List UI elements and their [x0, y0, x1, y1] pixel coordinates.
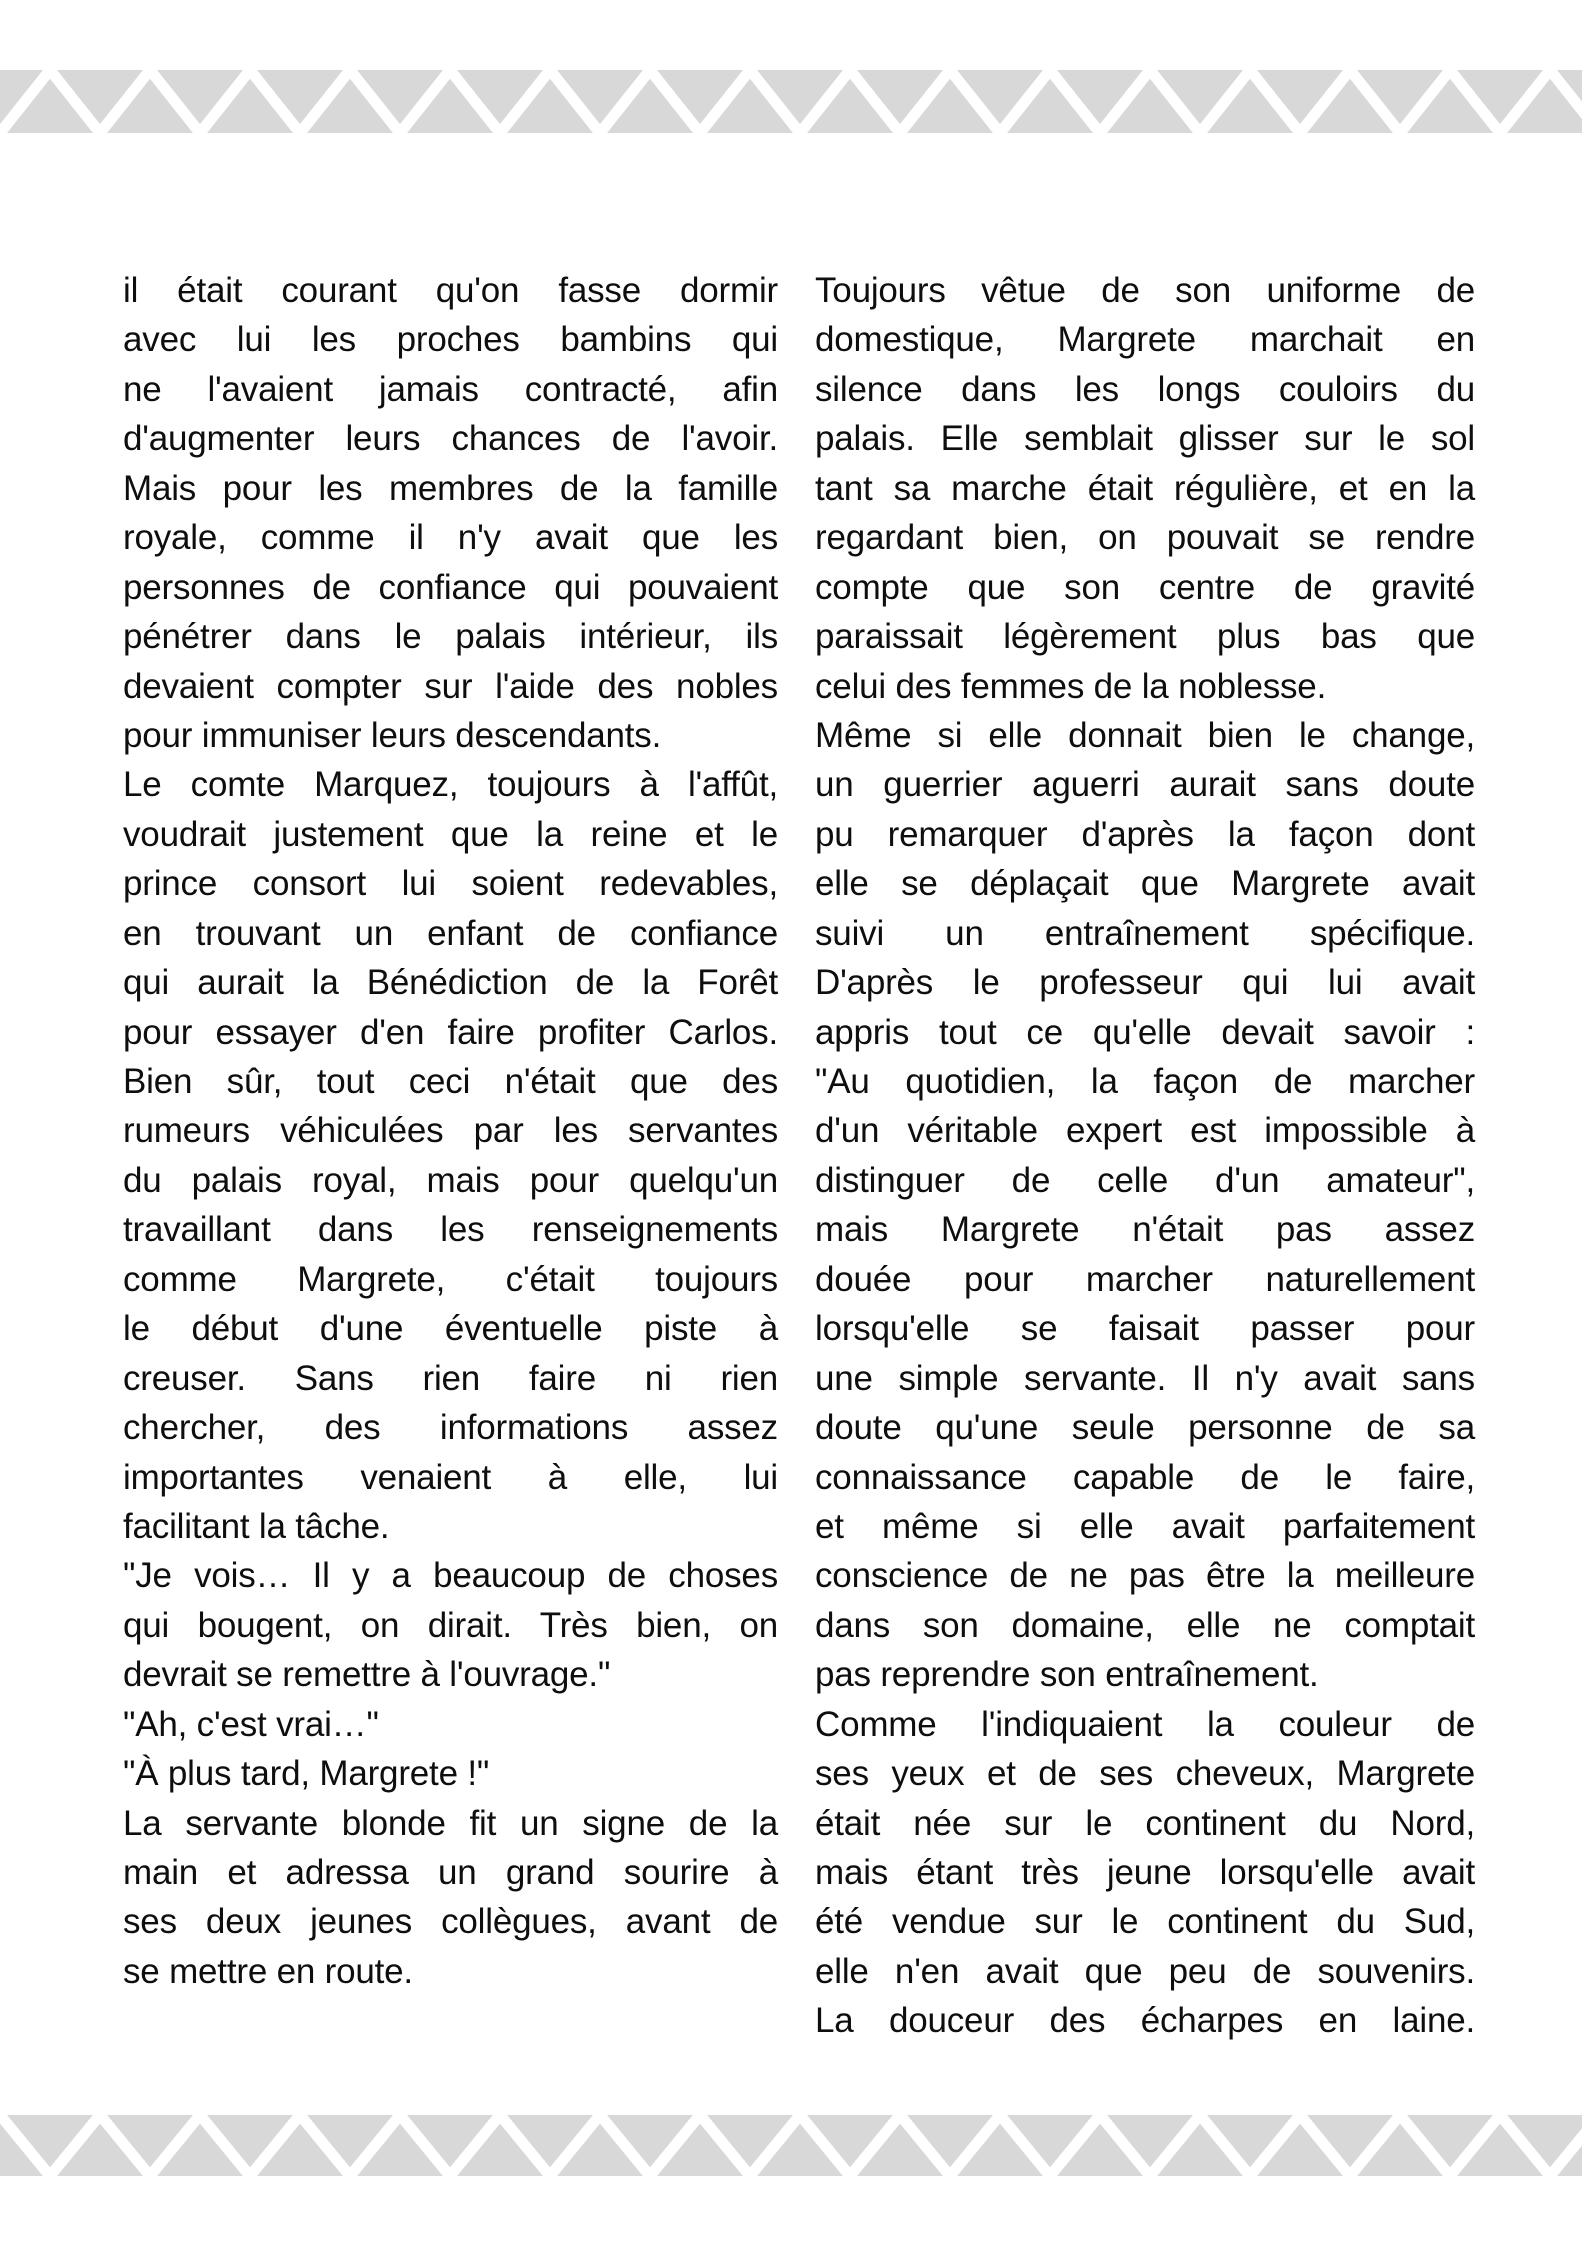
- text-line: Même si elle donnait bien le change,: [815, 715, 1475, 755]
- text-line: se mettre en route.: [123, 1951, 413, 1991]
- text-line: facilitant la tâche.: [123, 1506, 390, 1546]
- text-line: d'augmenter leurs chances de l'avoir.: [123, 419, 778, 459]
- text-line: Bien sûr, tout ceci n'était que des: [123, 1062, 778, 1101]
- text-line: chercher, des informations assez: [123, 1408, 778, 1448]
- text-line: "Ah, c'est vrai…": [123, 1704, 379, 1744]
- text-line: creuser. Sans rien faire ni rien: [123, 1358, 778, 1398]
- text-line: importantes venaient à elle, lui: [123, 1457, 778, 1497]
- text-line: silence dans les longs couloirs du: [815, 369, 1475, 409]
- text-line: ses deux jeunes collègues, avant de: [123, 1902, 778, 1942]
- text-line: suivi un entraînement spécifique.: [815, 913, 1475, 953]
- text-line: royale, comme il n'y avait que les: [123, 518, 778, 558]
- text-line: ne l'avaient jamais contracté, afin: [123, 369, 778, 409]
- text-line: paraissait légèrement plus bas que: [815, 617, 1475, 657]
- text-line: une simple servante. Il n'y avait sans: [815, 1358, 1475, 1398]
- text-line: main et adressa un grand sourire à: [123, 1853, 778, 1892]
- text-line: tant sa marche était régulière, et en la: [815, 468, 1475, 508]
- text-line: en trouvant un enfant de confiance: [123, 913, 778, 953]
- text-line: palais. Elle semblait glisser sur le sol: [815, 419, 1475, 459]
- text-line: Le comte Marquez, toujours à l'affût,: [123, 765, 778, 805]
- text-line: regardant bien, on pouvait se rendre: [815, 518, 1475, 558]
- text-line: avec lui les proches bambins qui: [123, 320, 778, 360]
- zigzag-border-top: [0, 70, 1582, 133]
- text-line: douée pour marcher naturellement: [815, 1259, 1475, 1299]
- text-line: doute qu'une seule personne de sa: [815, 1408, 1475, 1448]
- text-line: personnes de confiance qui pouvaient: [123, 567, 778, 607]
- text-line: et même si elle avait parfaitement: [815, 1506, 1475, 1546]
- text-line: était née sur le continent du Nord,: [815, 1803, 1475, 1843]
- text-line: travaillant dans les renseignements: [123, 1210, 778, 1250]
- text-line: D'après le professeur qui lui avait: [815, 963, 1475, 1003]
- text-line: voudrait justement que la reine et le: [123, 814, 778, 854]
- text-line: prince consort lui soient redevables,: [123, 864, 778, 904]
- text-line: pu remarquer d'après la façon dont: [815, 814, 1475, 854]
- text-line: compte que son centre de gravité: [815, 567, 1475, 607]
- text-column-right: [815, 266, 1475, 2046]
- text-line: "Au quotidien, la façon de marcher: [815, 1062, 1475, 1101]
- text-line: mais Margrete n'était pas assez: [815, 1210, 1475, 1250]
- text-line: elle n'en avait que peu de souvenirs.: [815, 1951, 1475, 1991]
- text-line: distinguer de celle d'un amateur",: [815, 1160, 1475, 1200]
- text-line: été vendue sur le continent du Sud,: [815, 1902, 1475, 1942]
- text-line: elle se déplaçait que Margrete avait: [815, 864, 1475, 904]
- text-line: qui bougent, on dirait. Très bien, on: [123, 1605, 778, 1645]
- text-line: rumeurs véhiculées par les servantes: [123, 1111, 778, 1151]
- text-line: celui des femmes de la noblesse.: [815, 666, 1327, 706]
- text-line: pour immuniser leurs descendants.: [123, 715, 662, 755]
- text-line: pénétrer dans le palais intérieur, ils: [123, 617, 778, 657]
- text-line: La servante blonde fit un signe de la: [123, 1803, 778, 1843]
- text-line: mais étant très jeune lorsqu'elle avait: [815, 1853, 1475, 1892]
- text-line: Mais pour les membres de la famille: [123, 468, 778, 508]
- text-line: devrait se remettre à l'ouvrage.": [123, 1655, 611, 1695]
- text-line: "À plus tard, Margrete !": [123, 1754, 490, 1794]
- text-line: appris tout ce qu'elle devait savoir :: [815, 1012, 1475, 1052]
- text-line: il était courant qu'on fasse dormir: [123, 271, 778, 310]
- text-line: ses yeux et de ses cheveux, Margrete: [815, 1754, 1475, 1794]
- text-line: devaient compter sur l'aide des nobles: [123, 666, 778, 706]
- text-column-left: [123, 266, 778, 1996]
- text-line: La douceur des écharpes en laine.: [815, 2001, 1475, 2041]
- text-line: Toujours vêtue de son uniforme de: [815, 271, 1475, 310]
- text-line: un guerrier aguerri aurait sans doute: [815, 765, 1475, 805]
- zigzag-border-bottom: [0, 2115, 1582, 2176]
- text-line: connaissance capable de le faire,: [815, 1457, 1475, 1497]
- text-line: qui aurait la Bénédiction de la Forêt: [123, 963, 778, 1003]
- text-line: d'un véritable expert est impossible à: [815, 1111, 1475, 1151]
- text-line: pas reprendre son entraînement.: [815, 1655, 1319, 1695]
- text-line: pour essayer d'en faire profiter Carlos.: [123, 1012, 778, 1052]
- text-line: conscience de ne pas être la meilleure: [815, 1556, 1475, 1596]
- text-line: le début d'une éventuelle piste à: [123, 1309, 778, 1349]
- text-line: du palais royal, mais pour quelqu'un: [123, 1160, 778, 1200]
- text-line: dans son domaine, elle ne comptait: [815, 1605, 1475, 1645]
- text-line: "Je vois… Il y a beaucoup de choses: [123, 1556, 778, 1596]
- text-line: Comme l'indiquaient la couleur de: [815, 1704, 1475, 1744]
- text-line: lorsqu'elle se faisait passer pour: [815, 1309, 1475, 1349]
- text-line: domestique, Margrete marchait en: [815, 320, 1475, 360]
- text-line: comme Margrete, c'était toujours: [123, 1259, 778, 1299]
